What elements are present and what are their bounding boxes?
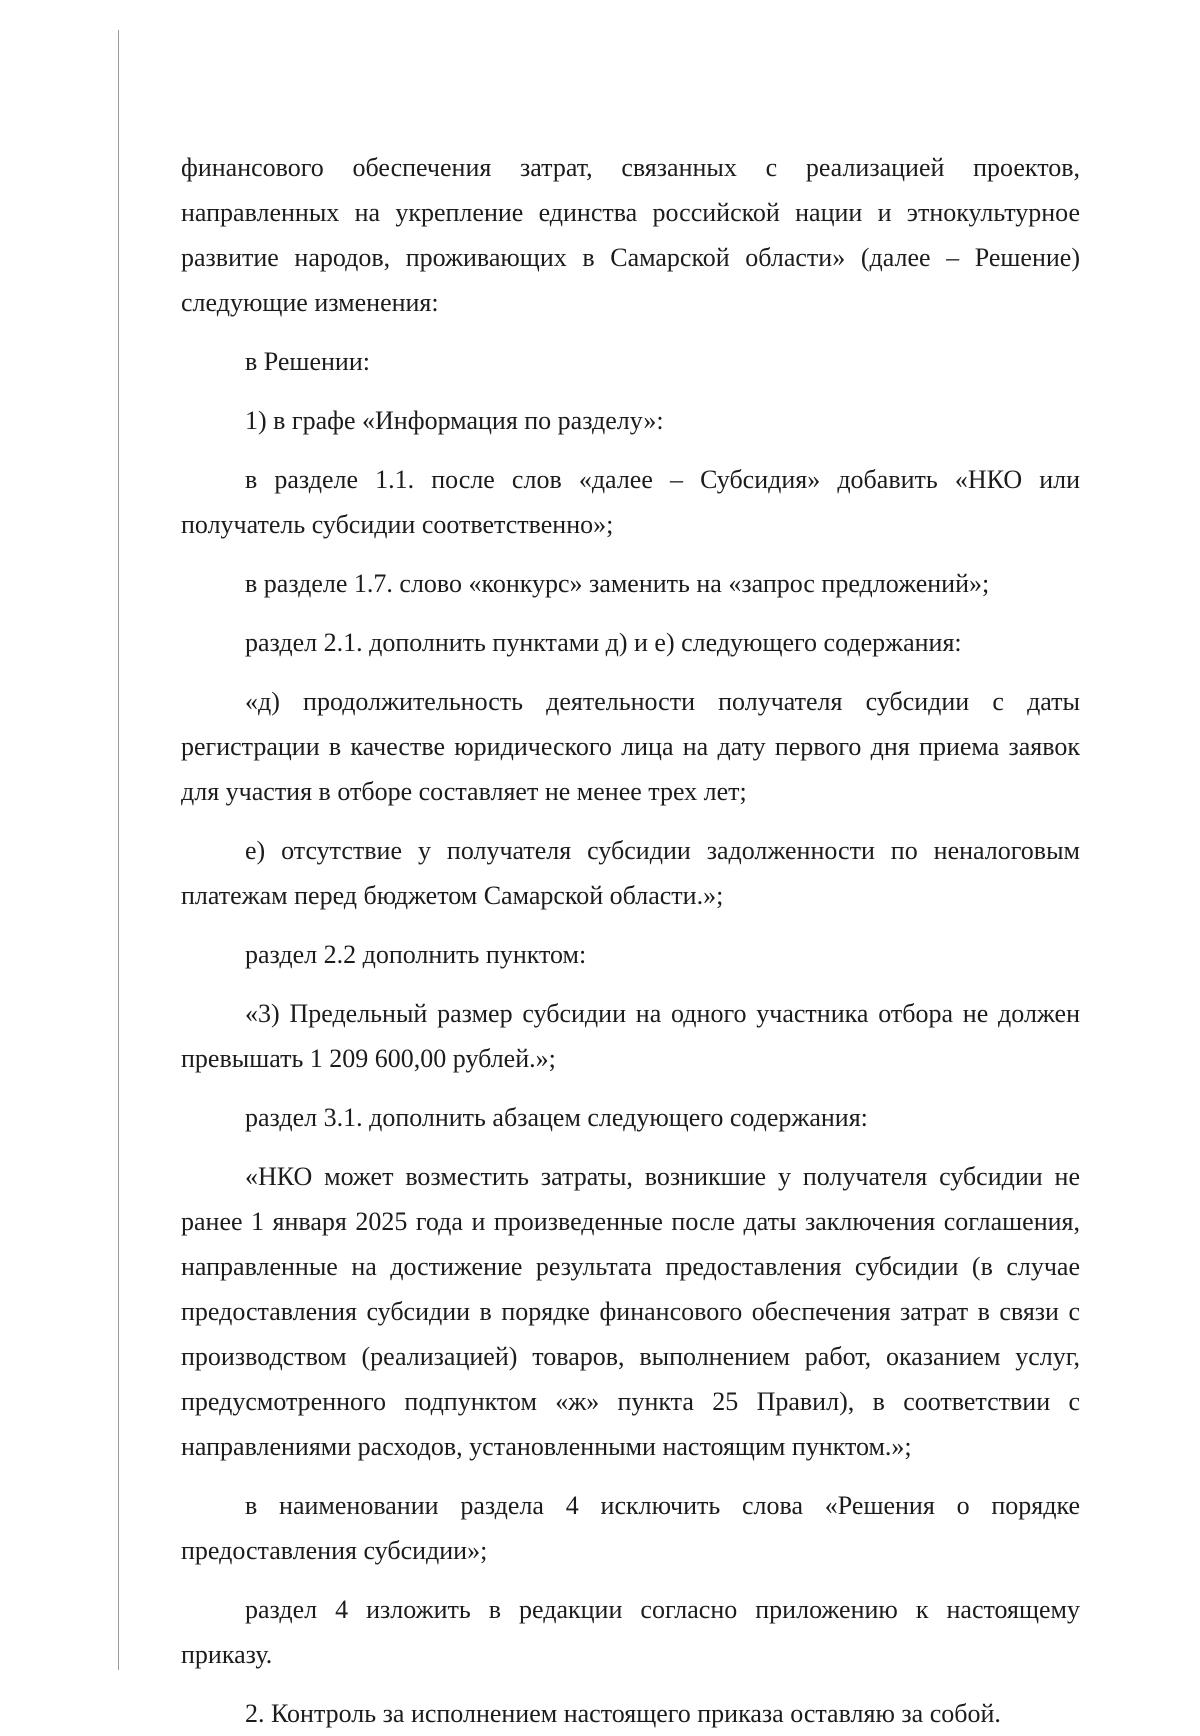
paragraph-section-4-title: в наименовании раздела 4 исключить слова «Решения о порядке предоставления субсидии»;	[181, 1491, 1080, 1565]
paragraph-subitem-d: «д) продолжительность деятельности получателя субсидии с даты регистрации в качестве юридического лица на дату первого дня приема заявок для участия в отборе составляет не менее трех лет;	[181, 687, 1080, 806]
paragraph-in-decision: в Решении:	[245, 347, 370, 376]
paragraph-section-1-1: в разделе 1.1. после слов «далее – Субсидия» добавить «НКО или получатель субсидии соответственно»;	[181, 465, 1080, 539]
document-body	[181, 145, 1080, 1736]
paragraph-section-2-1: раздел 2.1. дополнить пунктами д) и е) следующего содержания:	[245, 628, 962, 657]
paragraph-subitem-3: «3) Предельный размер субсидии на одного участника отбора не должен превышать 1 209 600,00 рублей.»;	[181, 999, 1080, 1073]
paragraph-control: 2. Контроль за исполнением настоящего приказа оставляю за собой.	[245, 1699, 1001, 1728]
paragraph-subitem-e: е) отсутствие у получателя субсидии задолженности по неналоговым платежам перед бюджетом Самарской области.»;	[181, 836, 1080, 910]
paragraph-continuation: финансового обеспечения затрат, связанных с реализацией проектов, направленных на укрепление единства российской нации и этнокультурное развитие народов, проживающих в Самарской области» (далее – Решение) следующие изменения:	[181, 153, 1080, 317]
paragraph-item-1: 1) в графе «Информация по разделу»:	[245, 406, 664, 435]
paragraph-section-1-7: в разделе 1.7. слово «конкурс» заменить на «запрос предложений»;	[245, 569, 990, 598]
binding-margin-line	[118, 30, 119, 1670]
paragraph-section-3-1: раздел 3.1. дополнить абзацем следующего содержания:	[245, 1103, 868, 1132]
paragraph-section-2-2: раздел 2.2 дополнить пунктом:	[245, 940, 587, 969]
paragraph-nko-costs: «НКО может возместить затраты, возникшие у получателя субсидии не ранее 1 января 2025 года и произведенные после даты заключения соглашения, направленные на достижение результата предоставления субсидии (в случае предоставления субсидии в порядке финансового обеспечения затрат в связи с производством (реализацией) товаров, выполнением работ, оказанием услуг, предусмотренного подпунктом «ж» пункта 25 Правил), в соответствии с направлениями расходов, установленными настоящим пунктом.»;	[181, 1162, 1080, 1461]
paragraph-section-4-edition: раздел 4 изложить в редакции согласно приложению к настоящему приказу.	[181, 1595, 1080, 1669]
